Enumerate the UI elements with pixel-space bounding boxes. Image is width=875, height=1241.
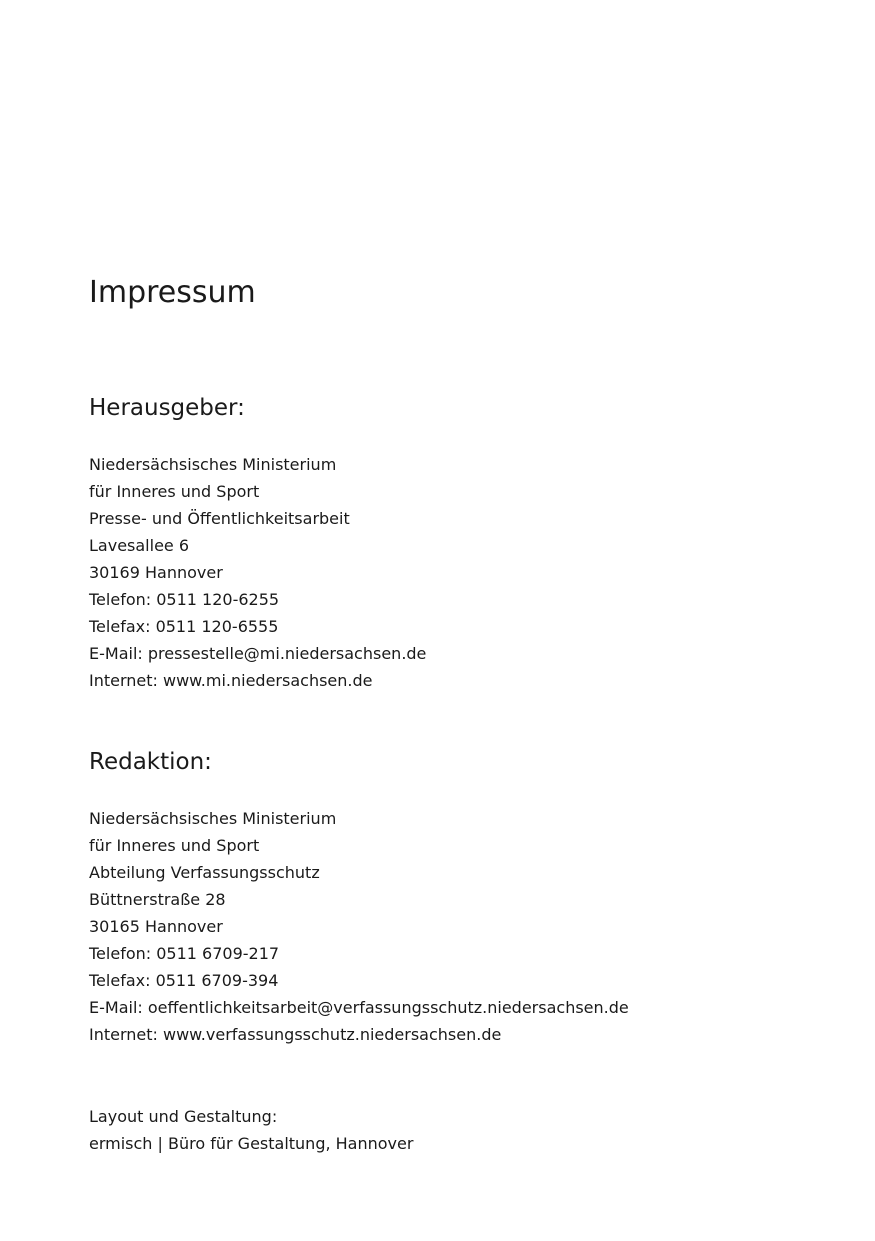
editorial-phone: Telefon: 0511 6709-217 <box>89 944 280 963</box>
publisher-heading: Herausgeber: <box>89 395 245 421</box>
editorial-email: E-Mail: oeffentlichkeitsarbeit@verfassungsschutz.niedersachsen.de <box>89 998 629 1017</box>
publisher-line: für Inneres und Sport <box>89 482 260 501</box>
publisher-line: Presse- und Öffentlichkeitsarbeit <box>89 509 350 528</box>
publisher-fax: Telefax: 0511 120-6555 <box>89 617 279 636</box>
publisher-line: Niedersächsisches Ministerium <box>89 455 337 474</box>
publisher-website: Internet: www.mi.niedersachsen.de <box>89 671 373 690</box>
design-credits-agency: ermisch | Büro für Gestaltung, Hannover <box>89 1134 414 1153</box>
editorial-line: Niedersächsisches Ministerium <box>89 809 337 828</box>
publisher-line: Lavesallee 6 <box>89 536 190 555</box>
publisher-phone: Telefon: 0511 120-6255 <box>89 590 280 609</box>
editorial-details <box>89 805 629 1048</box>
editorial-heading: Redaktion: <box>89 749 212 775</box>
editorial-line: für Inneres und Sport <box>89 836 260 855</box>
editorial-line: Büttnerstraße 28 <box>89 890 226 909</box>
editorial-fax: Telefax: 0511 6709-394 <box>89 971 279 990</box>
design-credits <box>89 1103 413 1157</box>
publisher-email: E-Mail: pressestelle@mi.niedersachsen.de <box>89 644 427 663</box>
editorial-line: Abteilung Verfassungsschutz <box>89 863 320 882</box>
publisher-line: 30169 Hannover <box>89 563 223 582</box>
design-credits-label: Layout und Gestaltung: <box>89 1107 278 1126</box>
publisher-details <box>89 451 426 694</box>
editorial-website: Internet: www.verfassungsschutz.niedersachsen.de <box>89 1025 502 1044</box>
editorial-line: 30165 Hannover <box>89 917 223 936</box>
page-title: Impressum <box>89 275 256 310</box>
